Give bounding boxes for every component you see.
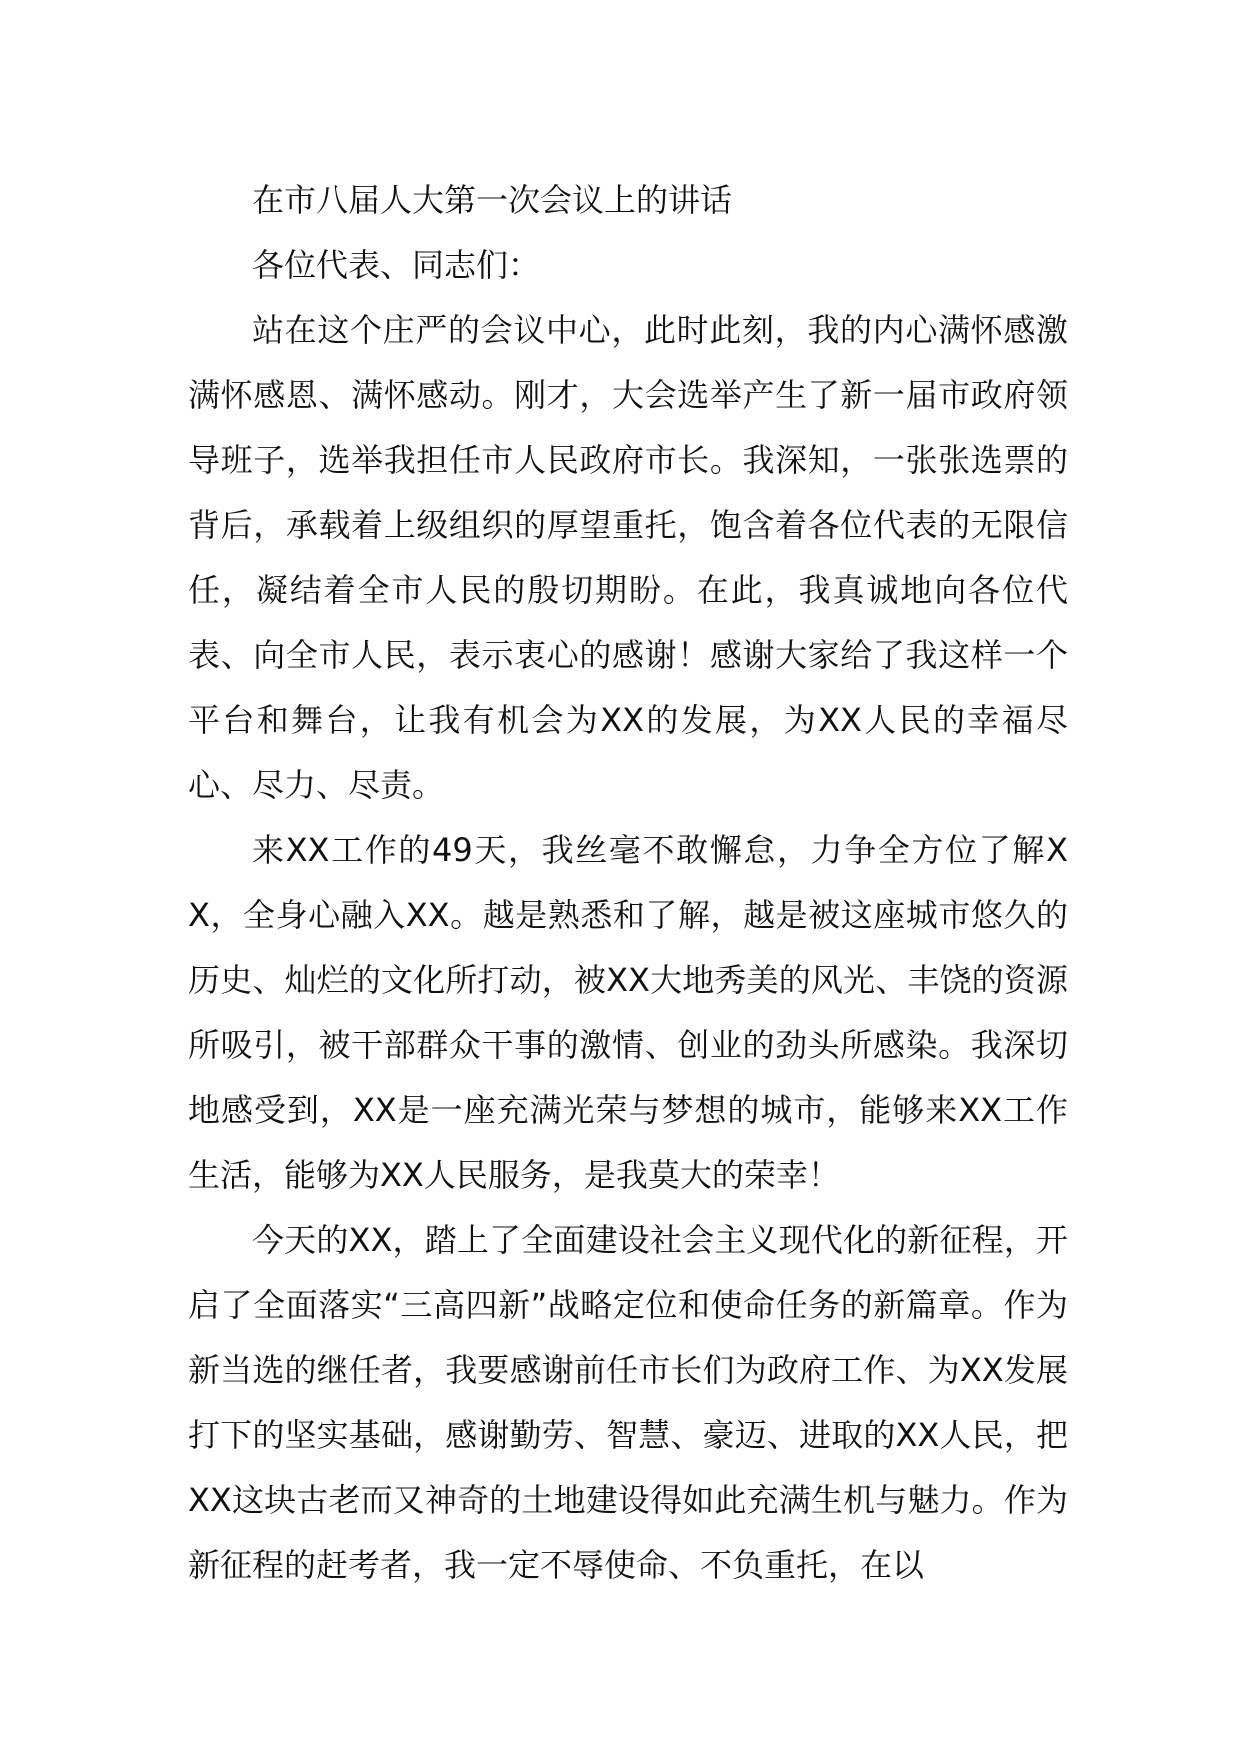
paragraph: 站在这个庄严的会议中心，此时此刻，我的内心满怀感激满怀感恩、满怀感动。刚才，大会选举产生了新一届市政府领导班子，选举我担任市人民政府市长。我深知，一张张选票的背后，承载着上级组织的厚望重托，饱含着各位代表的无限信任，凝结着全市人民的殷切期盼。在此，我真诚地向各位代表、向全市人民，表示衷心的感谢！感谢大家给了我这样一个平台和舞台，让我有机会为XX的发展，为XX人民的幸福尽心、尽力、尽责。 — [188, 311, 1068, 804]
paragraph: 来XX工作的49天，我丝毫不敢懈怠，力争全方位了解XX，全身心融入XX。越是熟悉和了解，越是被这座城市悠久的历史、灿烂的文化所打动，被XX大地秀美的风光、丰饶的资源所吸引，被干部群众干事的激情、创业的劲头所感染。我深切地感受到，XX是一座充满光荣与梦想的城市，能够来XX工作生活，能够为XX人民服务，是我莫大的荣幸！ — [188, 831, 1068, 1194]
document-body — [188, 168, 1068, 1598]
document-title: 在市八届人大第一次会议上的讲话 — [252, 181, 733, 219]
paragraph: 今天的XX，踏上了全面建设社会主义现代化的新征程，开启了全面落实“三高四新”战略定位和使命任务的新篇章。作为新当选的继任者，我要感谢前任市长们为政府工作、为XX发展打下的坚实基础，感谢勤劳、智慧、豪迈、进取的XX人民，把XX这块古老而又神奇的土地建设得如此充满生机与魅力。作为新征程的赶考者，我一定不辱使命、不负重托，在以 — [188, 1221, 1068, 1584]
salutation: 各位代表、同志们： — [252, 246, 541, 284]
